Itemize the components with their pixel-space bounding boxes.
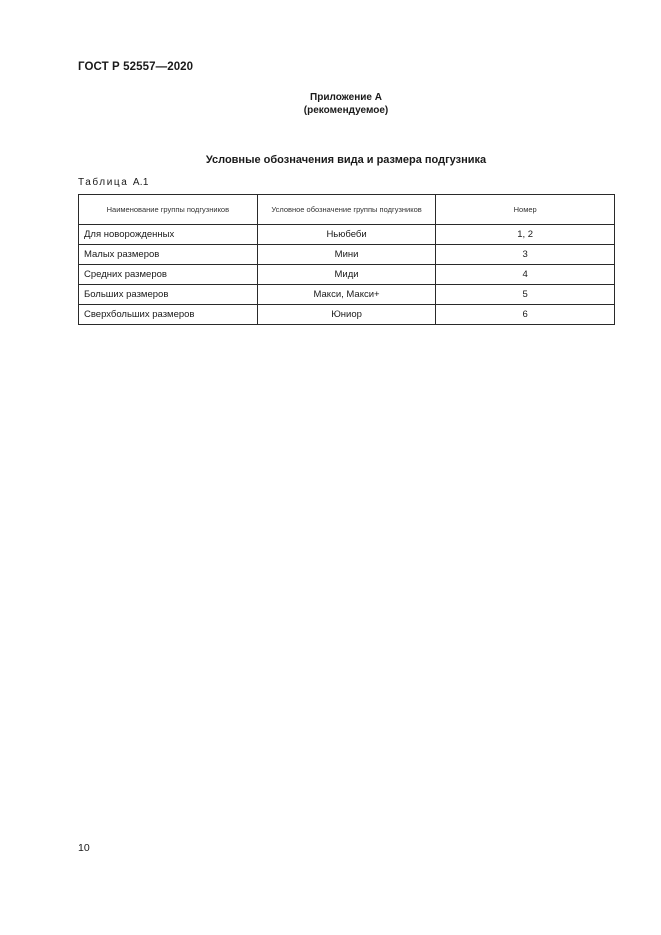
appendix-heading <box>0 91 661 117</box>
column-header-group-designation: Условное обозначение группы подгузников <box>257 195 436 225</box>
cell-designation: Юниор <box>257 305 436 325</box>
cell-number: 4 <box>436 265 615 285</box>
cell-designation: Миди <box>257 265 436 285</box>
table-row <box>79 225 615 245</box>
table-row <box>79 305 615 325</box>
cell-designation: Макси, Макси+ <box>257 285 436 305</box>
cell-number: 3 <box>436 245 615 265</box>
sizes-table <box>78 194 615 325</box>
appendix-title: Приложение А <box>310 92 382 103</box>
cell-number: 5 <box>436 285 615 305</box>
cell-designation: Мини <box>257 245 436 265</box>
cell-number: 1, 2 <box>436 225 615 245</box>
cell-group-name: Больших размеров <box>79 285 258 305</box>
table-row <box>79 265 615 285</box>
cell-number: 6 <box>436 305 615 325</box>
document-code: ГОСТ Р 52557—2020 <box>78 61 194 73</box>
page-number: 10 <box>78 842 90 854</box>
cell-group-name: Сверхбольших размеров <box>79 305 258 325</box>
appendix-status: (рекомендуемое) <box>303 105 389 116</box>
table-caption-word: Таблица <box>78 177 129 188</box>
table-row <box>79 285 615 305</box>
table-caption-number: А.1 <box>132 177 149 188</box>
cell-group-name: Средних размеров <box>79 265 258 285</box>
table-caption <box>78 177 149 188</box>
column-header-group-name: Наименование группы подгузников <box>79 195 258 225</box>
column-header-number: Номер <box>436 195 615 225</box>
section-title: Условные обозначения вида и размера подгузника <box>205 154 487 166</box>
cell-designation: Ньюбеби <box>257 225 436 245</box>
cell-group-name: Для новорожденных <box>79 225 258 245</box>
table-header-row <box>79 195 615 225</box>
cell-group-name: Малых размеров <box>79 245 258 265</box>
table-row <box>79 245 615 265</box>
